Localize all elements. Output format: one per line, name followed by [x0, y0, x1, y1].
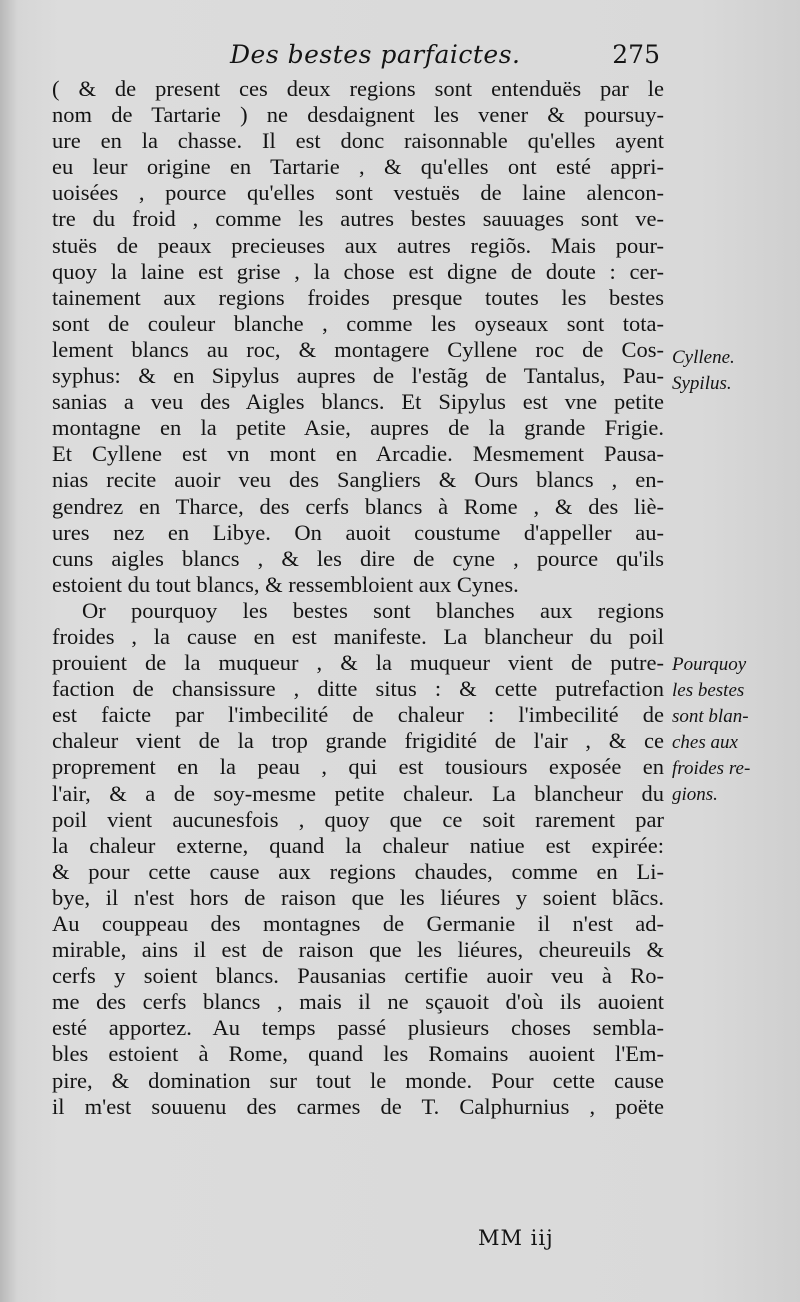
margin-note-line: ches aux [672, 732, 738, 753]
text-line: nias recite auoir veu des Sangliers & Ours blancs , en- [52, 467, 664, 493]
text-line: Et Cyllene est vn mont en Arcadie. Mesmement Pausa- [52, 441, 664, 467]
text-line: bye, il n'est hors de raison que les liéures y soient blãcs. [52, 884, 664, 910]
page-header [230, 40, 660, 74]
text-line: proprement en la peau , qui est tousiours exposée en [52, 754, 664, 780]
text-line: chaleur vient de la trop grande frigidité de l'air , & ce [52, 728, 664, 754]
margin-note-line: Cyllene. [672, 347, 735, 368]
text-line: cuns aigles blancs , & les dire de cyne , pource qu'ils [52, 545, 664, 571]
text-line: quoy la laine est grise , la chose est digne de doute : cer- [52, 258, 664, 284]
text-line: & pour cette cause aux regions chaudes, comme en Li- [52, 858, 664, 884]
text-line: gendrez en Tharce, des cerfs blancs à Rome , & des liè- [52, 493, 664, 519]
text-line: cerfs y soient blancs. Pausanias certifie auoir veu à Ro- [52, 963, 664, 989]
text-line: poil vient aucunesfois , quoy que ce soit rarement par [52, 806, 664, 832]
margin-note-line: gions. [672, 784, 718, 805]
margin-note-line: Sypilus. [672, 373, 732, 394]
text-line: faction de chansissure , ditte situs : & cette putrefaction [52, 676, 664, 702]
text-line: ures nez en Libye. On auoit coustume d'appeller au- [52, 519, 664, 545]
margin-note-line: les bestes [672, 680, 745, 701]
text-line: uoisées , pource qu'elles sont vestuës de laine alencon- [52, 180, 664, 206]
text-line: tainement aux regions froides presque toutes les bestes [52, 284, 664, 310]
running-title: Des bestes parfaictes. [230, 40, 521, 69]
margin-note-line: froides re- [672, 758, 751, 779]
margin-note-line: Pourquoy [672, 654, 747, 675]
text-line: il m'est souuenu des carmes de T. Calphurnius , poëte [52, 1093, 664, 1119]
text-line: tre du froid , comme les autres bestes sauuages sont ve- [52, 206, 664, 232]
paragraph-first-line: Or pourquoy les bestes sont blanches aux regions [82, 597, 664, 623]
text-line: Au couppeau des montagnes de Germanie il n'est ad- [52, 911, 664, 936]
text-line: syphus: & en Sipylus aupres de l'estãg de Tantalus, Pau- [52, 363, 664, 389]
text-line: eu leur origine en Tartarie , & qu'elles ont esté appri- [52, 154, 664, 180]
text-line: mirable, ains il est de raison que les liéures, cheureuils & [52, 937, 664, 963]
text-line: stuës de peaux precieuses aux autres regiõs. Mais pour- [52, 232, 664, 258]
text-line: pire, & domination sur tout le monde. Pour cette cause [52, 1067, 664, 1093]
text-line: prouient de la muqueur , & la muqueur vient de putre- [52, 650, 664, 676]
text-line: estoient du tout blancs, & ressembloient aux Cynes. [52, 571, 519, 597]
text-line: l'air, & a de soy-mesme petite chaleur. La blancheur du [52, 780, 664, 806]
text-line: sanias a veu des Aigles blancs. Et Sipylus est vne petite [52, 389, 664, 415]
text-line: froides , la cause en est manifeste. La blancheur du poil [52, 623, 664, 649]
text-line: montagne en la petite Asie, aupres de la grande Frigie. [52, 415, 664, 441]
text-line: sont de couleur blanche , comme les oyseaux sont tota- [52, 310, 664, 336]
text-line: bles estoient à Rome, quand les Romains auoient l'Em- [52, 1041, 664, 1067]
text-line: ( & de present ces deux regions sont entenduës par le [52, 76, 664, 101]
body-text [52, 76, 664, 1120]
text-line: est faicte par l'imbecilité de chaleur : l'imbecilité de [52, 702, 664, 728]
margin-note-pourquoy [672, 652, 796, 808]
text-line: me des cerfs blancs , mais il ne sçauoit d'où ils auoient [52, 989, 664, 1015]
margin-note-cyllene [672, 345, 796, 397]
text-line: lement blancs au roc, & montagere Cyllene roc de Cos- [52, 336, 664, 362]
page-number: 275 [612, 40, 660, 69]
text-line: esté apportez. Au temps passé plusieurs choses sembla- [52, 1015, 664, 1041]
text-line: ure en la chasse. Il est donc raisonnable qu'elles ayent [52, 128, 664, 154]
text-line: nom de Tartarie ) ne desdaignent les vener & poursuy- [52, 102, 664, 128]
signature-mark: MM iij [478, 1226, 554, 1250]
text-line: la chaleur externe, quand la chaleur natiue est expirée: [52, 832, 664, 858]
margin-note-line: sont blan- [672, 706, 749, 727]
